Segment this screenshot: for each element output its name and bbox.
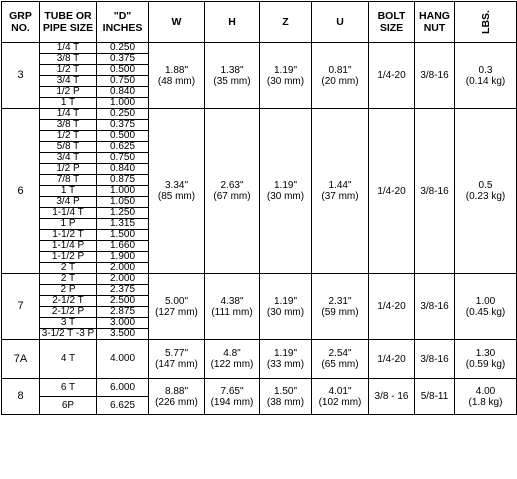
dimension-h-line2: (111 mm) bbox=[211, 306, 253, 318]
tube-pipe-size: 1-1/2 P bbox=[40, 252, 97, 263]
dimension-h-line1: 2.63" bbox=[220, 180, 244, 191]
header-d-inches bbox=[97, 2, 149, 43]
weight-lbs-line1: 4.00 bbox=[475, 385, 496, 397]
dimension-z bbox=[260, 379, 312, 415]
tube-pipe-size: 1/4 T bbox=[40, 43, 97, 54]
weight-lbs-line2: (0.45 kg) bbox=[465, 306, 506, 318]
d-inches: 0.250 bbox=[97, 109, 149, 120]
dimension-h bbox=[205, 109, 260, 274]
dimension-h-line1: 1.38" bbox=[220, 64, 244, 76]
dimension-u bbox=[312, 379, 369, 415]
header-tube-line2: PIPE SIZE bbox=[42, 22, 94, 34]
d-inches: 2.500 bbox=[97, 296, 149, 307]
tube-pipe-size: 2-1/2 T bbox=[40, 296, 97, 307]
dimension-h bbox=[205, 43, 260, 109]
d-inches: 0.625 bbox=[97, 142, 149, 153]
dimension-w bbox=[149, 43, 205, 109]
dimension-u-line1: 1.44" bbox=[328, 180, 352, 191]
dimension-u-line2: (37 mm) bbox=[321, 191, 359, 202]
dimension-u-line1: 0.81" bbox=[328, 64, 352, 76]
tube-pipe-size: 3-1/2 T -3 P bbox=[40, 329, 97, 340]
dimension-h-line1: 4.8" bbox=[223, 348, 241, 359]
dimension-u-line1: 2.54" bbox=[328, 348, 352, 359]
group-number: 6 bbox=[2, 109, 40, 274]
dimension-u bbox=[312, 43, 369, 109]
tube-pipe-size: 1 T bbox=[40, 98, 97, 109]
dimension-h-line2: (122 mm) bbox=[210, 359, 254, 370]
header-hang-nut bbox=[415, 2, 455, 43]
hang-nut: 3/8-16 bbox=[415, 109, 455, 274]
d-inches: 3.000 bbox=[97, 318, 149, 329]
table-body bbox=[2, 43, 517, 415]
d-inches: 0.875 bbox=[97, 175, 149, 186]
tube-pipe-size: 2 T bbox=[40, 274, 97, 285]
tube-pipe-size: 3/4 T bbox=[40, 76, 97, 87]
header-grp-no bbox=[2, 2, 40, 43]
dimension-z bbox=[260, 43, 312, 109]
d-inches: 0.375 bbox=[97, 54, 149, 65]
dimension-w bbox=[149, 379, 205, 415]
header-h: H bbox=[205, 2, 260, 43]
weight-lbs bbox=[455, 379, 517, 415]
tube-pipe-size: 3/8 T bbox=[40, 54, 97, 65]
d-inches: 0.750 bbox=[97, 153, 149, 164]
hang-nut: 3/8-16 bbox=[415, 274, 455, 340]
tube-pipe-size: 7/8 T bbox=[40, 175, 97, 186]
dimension-w-line2: (147 mm) bbox=[155, 359, 198, 370]
header-d-line1: "D" bbox=[113, 10, 132, 22]
dimension-z bbox=[260, 109, 312, 274]
tube-pipe-size: 3/4 T bbox=[40, 153, 97, 164]
dimension-u-line2: (20 mm) bbox=[321, 75, 359, 87]
dimension-w-line1: 3.34" bbox=[164, 180, 188, 191]
tube-pipe-size: 1-1/4 T bbox=[40, 208, 97, 219]
d-inches: 0.840 bbox=[97, 87, 149, 98]
d-inches: 2.375 bbox=[97, 285, 149, 296]
group-number: 7 bbox=[2, 274, 40, 340]
header-bolt-line2: SIZE bbox=[379, 22, 404, 34]
header-u: U bbox=[312, 2, 369, 43]
dimension-u bbox=[312, 109, 369, 274]
tube-pipe-size: 1-1/4 P bbox=[40, 241, 97, 252]
dimension-h bbox=[205, 340, 260, 379]
dimension-u bbox=[312, 274, 369, 340]
tube-pipe-size: 1/2 T bbox=[40, 65, 97, 76]
dimension-u-line1: 2.31" bbox=[328, 295, 352, 307]
dimension-z-line1: 1.19" bbox=[273, 348, 297, 359]
dimension-u-line2: (59 mm) bbox=[321, 306, 359, 318]
tube-pipe-size: 1/2 T bbox=[40, 131, 97, 142]
bolt-size: 1/4-20 bbox=[369, 340, 415, 379]
d-inches: 1.900 bbox=[97, 252, 149, 263]
weight-lbs-line2: (0.23 kg) bbox=[465, 191, 506, 202]
dimension-u-line1: 4.01" bbox=[328, 385, 352, 397]
tube-pipe-size: 1-1/2 T bbox=[40, 230, 97, 241]
weight-lbs-line1: 0.3 bbox=[478, 64, 493, 76]
bolt-size: 1/4-20 bbox=[369, 43, 415, 109]
header-lbs-label: LBS. bbox=[479, 10, 492, 34]
dimension-h-line1: 4.38" bbox=[220, 295, 244, 307]
d-inches: 1.500 bbox=[97, 230, 149, 241]
bolt-size: 1/4-20 bbox=[369, 274, 415, 340]
d-inches: 4.000 bbox=[97, 340, 149, 379]
d-inches: 1.660 bbox=[97, 241, 149, 252]
weight-lbs-line2: (0.14 kg) bbox=[465, 75, 506, 87]
dimension-z-line2: (30 mm) bbox=[266, 191, 305, 202]
weight-lbs-line2: (1.8 kg) bbox=[468, 396, 503, 408]
d-inches: 2.875 bbox=[97, 307, 149, 318]
header-w: W bbox=[149, 2, 205, 43]
dimension-u bbox=[312, 340, 369, 379]
spec-table bbox=[1, 1, 517, 415]
group-number: 8 bbox=[2, 379, 40, 415]
tube-pipe-size: 6 T bbox=[40, 379, 97, 397]
group-number: 7A bbox=[2, 340, 40, 379]
header-hang-line1: HANG bbox=[419, 10, 450, 22]
dimension-h bbox=[205, 379, 260, 415]
header-tube-pipe-size bbox=[40, 2, 97, 43]
d-inches: 3.500 bbox=[97, 329, 149, 340]
hang-nut: 3/8-16 bbox=[415, 340, 455, 379]
table-row bbox=[2, 340, 517, 379]
d-inches: 6.625 bbox=[97, 397, 149, 415]
tube-pipe-size: 5/8 T bbox=[40, 142, 97, 153]
dimension-h bbox=[205, 274, 260, 340]
weight-lbs-line2: (0.59 kg) bbox=[465, 359, 506, 370]
dimension-h-line2: (67 mm) bbox=[213, 191, 251, 202]
tube-pipe-size: 6P bbox=[40, 397, 97, 415]
dimension-w-line2: (226 mm) bbox=[155, 396, 198, 408]
dimension-z-line2: (33 mm) bbox=[266, 359, 305, 370]
dimension-u-line2: (65 mm) bbox=[321, 359, 359, 370]
header-tube-line1: TUBE OR bbox=[44, 10, 92, 22]
d-inches: 0.840 bbox=[97, 164, 149, 175]
bolt-size: 3/8 - 16 bbox=[369, 379, 415, 415]
header-row bbox=[2, 2, 517, 43]
d-inches: 0.250 bbox=[97, 43, 149, 54]
tube-pipe-size: 2 T bbox=[40, 263, 97, 274]
dimension-w-line1: 1.88" bbox=[164, 64, 188, 76]
tube-pipe-size: 2 P bbox=[40, 285, 97, 296]
d-inches: 2.000 bbox=[97, 274, 149, 285]
weight-lbs-line1: 1.30 bbox=[475, 348, 496, 359]
d-inches: 6.000 bbox=[97, 379, 149, 397]
tube-pipe-size: 3 T bbox=[40, 318, 97, 329]
hang-nut: 3/8-16 bbox=[415, 43, 455, 109]
d-inches: 0.375 bbox=[97, 120, 149, 131]
d-inches: 1.315 bbox=[97, 219, 149, 230]
dimension-z-line1: 1.19" bbox=[273, 295, 297, 307]
tube-pipe-size: 3/4 P bbox=[40, 197, 97, 208]
dimension-w-line1: 5.77" bbox=[164, 348, 188, 359]
d-inches: 0.500 bbox=[97, 131, 149, 142]
tube-pipe-size: 3/8 T bbox=[40, 120, 97, 131]
d-inches: 2.000 bbox=[97, 263, 149, 274]
dimension-z bbox=[260, 340, 312, 379]
dimension-w-line1: 5.00" bbox=[164, 295, 188, 307]
weight-lbs bbox=[455, 43, 517, 109]
tube-pipe-size: 2-1/2 P bbox=[40, 307, 97, 318]
dimension-w-line2: (127 mm) bbox=[155, 306, 198, 318]
tube-pipe-size: 1 P bbox=[40, 219, 97, 230]
dimension-z-line1: 1.19" bbox=[273, 180, 297, 191]
dimension-w-line2: (85 mm) bbox=[157, 191, 196, 202]
weight-lbs bbox=[455, 340, 517, 379]
d-inches: 0.500 bbox=[97, 65, 149, 76]
dimension-w bbox=[149, 340, 205, 379]
group-number: 3 bbox=[2, 43, 40, 109]
dimension-w bbox=[149, 109, 205, 274]
table-row bbox=[2, 274, 517, 285]
d-inches: 1.000 bbox=[97, 98, 149, 109]
d-inches: 1.050 bbox=[97, 197, 149, 208]
table-row bbox=[2, 43, 517, 54]
dimension-z-line1: 1.50" bbox=[273, 385, 297, 397]
d-inches: 0.750 bbox=[97, 76, 149, 87]
dimension-u-line2: (102 mm) bbox=[318, 396, 362, 408]
tube-pipe-size: 1/2 P bbox=[40, 164, 97, 175]
dimension-h-line1: 7.65" bbox=[220, 385, 244, 397]
dimension-z-line1: 1.19" bbox=[273, 64, 297, 76]
dimension-z-line2: (38 mm) bbox=[266, 396, 305, 408]
dimension-z-line2: (30 mm) bbox=[266, 75, 305, 87]
bolt-size: 1/4-20 bbox=[369, 109, 415, 274]
weight-lbs bbox=[455, 274, 517, 340]
weight-lbs-line1: 0.5 bbox=[478, 180, 493, 191]
dimension-h-line2: (194 mm) bbox=[210, 396, 254, 408]
dimension-w-line2: (48 mm) bbox=[157, 75, 196, 87]
dimension-z-line2: (30 mm) bbox=[266, 306, 305, 318]
d-inches: 1.000 bbox=[97, 186, 149, 197]
header-d-line2: INCHES bbox=[102, 22, 143, 34]
header-hang-line2: NUT bbox=[423, 22, 446, 34]
table-row bbox=[2, 379, 517, 397]
header-bolt-line1: BOLT bbox=[377, 10, 406, 22]
header-grp-line1: GRP bbox=[9, 10, 32, 22]
tube-pipe-size: 4 T bbox=[40, 340, 97, 379]
header-z: Z bbox=[260, 2, 312, 43]
dimension-w-line1: 8.88" bbox=[164, 385, 188, 397]
d-inches: 1.250 bbox=[97, 208, 149, 219]
header-lbs bbox=[455, 2, 517, 43]
weight-lbs bbox=[455, 109, 517, 274]
weight-lbs-line1: 1.00 bbox=[475, 295, 496, 307]
header-bolt-size bbox=[369, 2, 415, 43]
tube-pipe-size: 1/2 P bbox=[40, 87, 97, 98]
header-grp-line2: NO. bbox=[11, 22, 30, 34]
tube-pipe-size: 1/4 T bbox=[40, 109, 97, 120]
table-row bbox=[2, 109, 517, 120]
dimension-z bbox=[260, 274, 312, 340]
tube-pipe-size: 1 T bbox=[40, 186, 97, 197]
hang-nut: 5/8-11 bbox=[415, 379, 455, 415]
dimension-h-line2: (35 mm) bbox=[213, 75, 251, 87]
dimension-w bbox=[149, 274, 205, 340]
